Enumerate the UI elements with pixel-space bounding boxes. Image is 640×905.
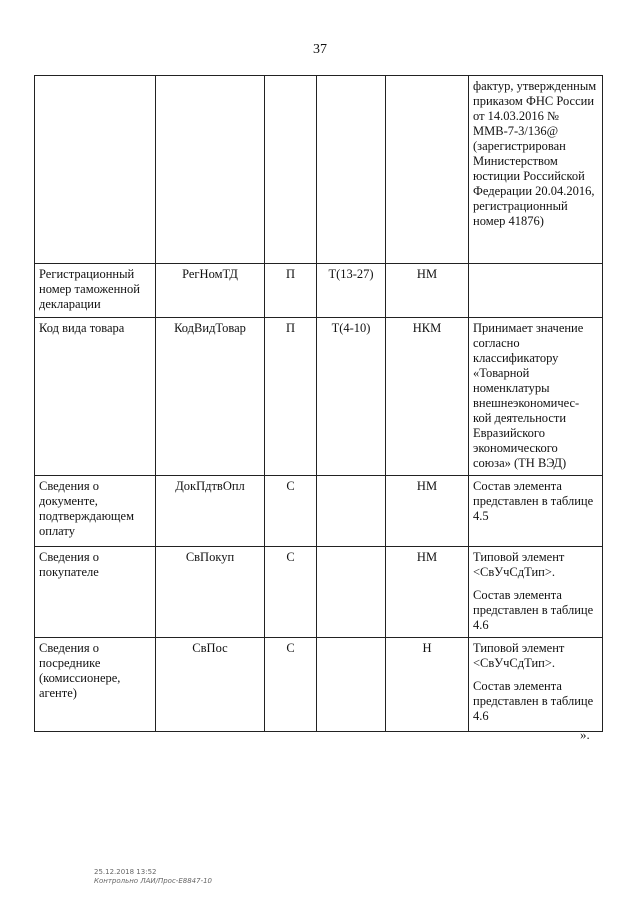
notes-text: Состав элемента представлен в таблице 4.5 — [473, 479, 594, 523]
element-requirement-cell: Н — [386, 638, 469, 732]
notes-text: фактур, утвержденным приказом ФНС России от 14.03.2016 № ММВ-7-3/136@ (зарегистрирован Министерством юстиции Российской Федерации 20.04.2016, регистрационный номер 41876) — [473, 79, 597, 228]
element-name-cell: Сведения о покупателе — [35, 547, 156, 638]
element-name-cell: Регистрационный номер таможенной декларации — [35, 264, 156, 318]
notes-text: Типовой элемент <СвУчСдТип>. — [473, 550, 565, 579]
element-code-cell: КодВидТовар — [156, 318, 265, 476]
table-row — [35, 476, 603, 547]
page-number: 37 — [313, 42, 327, 57]
element-format-cell — [317, 547, 386, 638]
element-notes-cell — [469, 638, 603, 732]
footer-stamp — [94, 868, 212, 886]
element-type-cell: С — [265, 638, 317, 732]
element-code-cell — [156, 76, 265, 264]
element-type-cell: П — [265, 264, 317, 318]
element-requirement-cell: НМ — [386, 547, 469, 638]
element-code-cell: СвПос — [156, 638, 265, 732]
element-notes-cell — [469, 76, 603, 264]
element-notes-cell — [469, 476, 603, 547]
notes-text: Типовой элемент <СвУчСдТип>. — [473, 641, 565, 670]
element-notes-cell — [469, 318, 603, 476]
element-name-cell: Сведения о документе, подтверждающем оплату — [35, 476, 156, 547]
element-type-cell: С — [265, 476, 317, 547]
element-notes-cell — [469, 547, 603, 638]
table-row — [35, 547, 603, 638]
element-code-cell: ДокПдтвОпл — [156, 476, 265, 547]
element-format-cell — [317, 638, 386, 732]
element-notes-cell — [469, 264, 603, 318]
element-format-cell — [317, 476, 386, 547]
footer-timestamp: 25.12.2018 13:52 — [94, 868, 157, 876]
element-requirement-cell — [386, 76, 469, 264]
notes-text: Состав элемента представлен в таблице 4.6 — [473, 679, 594, 723]
closing-quote: ». — [580, 727, 590, 742]
element-requirement-cell: НМ — [386, 476, 469, 547]
elements-table — [34, 75, 603, 732]
element-name-cell: Код вида товара — [35, 318, 156, 476]
element-requirement-cell: НМ — [386, 264, 469, 318]
element-type-cell: П — [265, 318, 317, 476]
notes-text: Принимает значение согласно классификатору «Товарной номенклатуры внешнеэкономичес- кой деятельности Евразийского экономического союза» (ТН ВЭД) — [473, 321, 584, 470]
element-format-cell: Т(13-27) — [317, 264, 386, 318]
table-row — [35, 264, 603, 318]
element-type-cell — [265, 76, 317, 264]
table-row — [35, 76, 603, 264]
footer-reference: Контрольно ЛАИ/Прос-Е8847-10 — [94, 877, 212, 885]
element-name-cell: Сведения о посреднике (комиссионере, агенте) — [35, 638, 156, 732]
table-row — [35, 318, 603, 476]
element-format-cell — [317, 76, 386, 264]
element-code-cell: СвПокуп — [156, 547, 265, 638]
element-code-cell: РегНомТД — [156, 264, 265, 318]
element-requirement-cell: НКМ — [386, 318, 469, 476]
notes-text: Состав элемента представлен в таблице 4.6 — [473, 588, 594, 632]
element-type-cell: С — [265, 547, 317, 638]
element-name-cell — [35, 76, 156, 264]
element-format-cell: Т(4-10) — [317, 318, 386, 476]
table-row — [35, 638, 603, 732]
